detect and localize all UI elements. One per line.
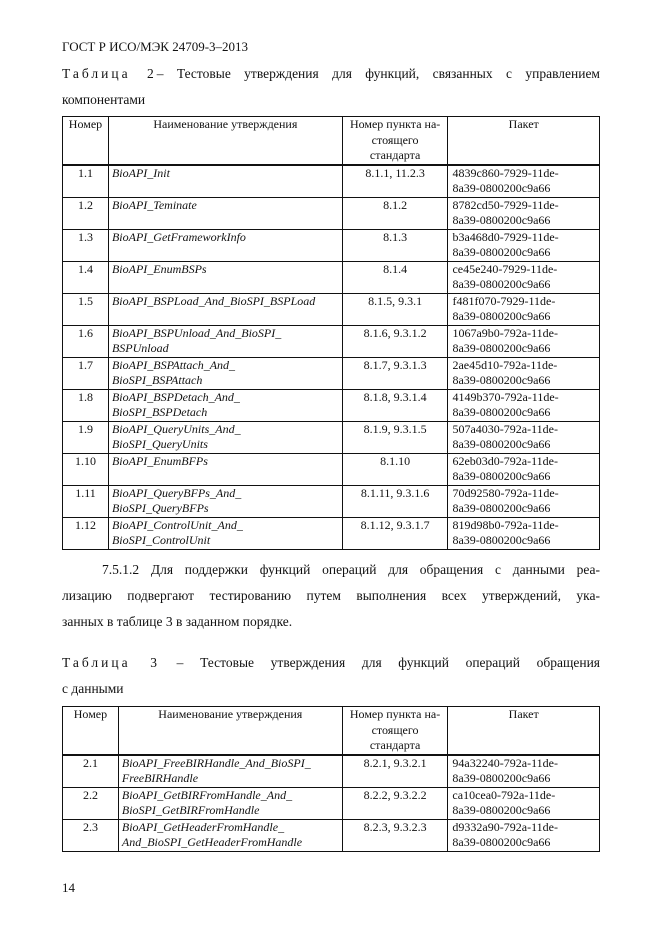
table-row: [63, 819, 600, 851]
assertion-name: [108, 165, 342, 198]
table2-caption-text: – Тестовые утверждения для функций, связанных с управлением: [156, 66, 600, 81]
assertion-name-line: BioAPI_Init: [111, 165, 170, 180]
packet-id-line: 8a39-0800200c9a66: [452, 309, 551, 323]
assertion-name-line: BioAPI_ControlUnit_And_: [111, 517, 243, 532]
assertion-name: [108, 517, 342, 549]
packet-id-line: b3a468d0-7929-11de-: [452, 229, 559, 244]
packet-id-line: 8a39-0800200c9a66: [452, 405, 551, 419]
table-row: [63, 325, 600, 357]
assertion-name-line: BioSPI_BSPAttach: [111, 373, 203, 387]
assertion-name-line: BioAPI_BSPUnload_And_BioSPI_: [111, 325, 282, 340]
table-row: [63, 755, 600, 788]
packet-id: [448, 755, 600, 788]
assertion-name: [108, 325, 342, 357]
packet-id-line: 8a39-0800200c9a66: [452, 341, 551, 355]
packet-id-line: 8a39-0800200c9a66: [452, 835, 551, 849]
packet-id-line: 70d92580-792a-11de-: [452, 485, 559, 500]
clause-number: 8.2.3, 9.3.2.3: [342, 819, 448, 851]
clause-number: 8.1.3: [342, 229, 448, 261]
col-header-clause: Номер пункта на-стоящего стандарта: [342, 707, 448, 755]
packet-id-line: ce45e240-7929-11de-: [452, 261, 558, 276]
row-number: 2.3: [63, 819, 119, 851]
table2-caption: [62, 61, 600, 113]
table-row: [63, 165, 600, 198]
paragraph-7-5-1-2: [62, 557, 600, 635]
packet-id-line: 8a39-0800200c9a66: [452, 437, 551, 451]
packet-id-line: 94a32240-792a-11de-: [452, 755, 558, 770]
row-number: 1.8: [63, 389, 109, 421]
assertion-name: [108, 485, 342, 517]
packet-id-line: 8782cd50-7929-11de-: [452, 197, 559, 212]
assertion-name: [108, 197, 342, 229]
assertion-name: [108, 421, 342, 453]
assertion-name: [118, 755, 342, 788]
table-row: [63, 357, 600, 389]
table3-caption: [62, 650, 600, 702]
col-header-name: Наименование утверждения: [118, 707, 342, 755]
assertion-name-line: BioSPI_ControlUnit: [111, 533, 211, 547]
packet-id: [448, 197, 600, 229]
packet-id: [448, 325, 600, 357]
clause-number: 8.1.12, 9.3.1.7: [342, 517, 448, 549]
clause-number: 8.1.2: [342, 197, 448, 229]
paragraph-line-1: 7.5.1.2 Для поддержки функций операций для обращения с данными реа-: [102, 562, 600, 577]
col-header-packet: Пакет: [448, 117, 600, 165]
row-number: 1.6: [63, 325, 109, 357]
packet-id-line: 4839c860-7929-11de-: [452, 165, 559, 180]
clause-number: 8.2.2, 9.3.2.2: [342, 787, 448, 819]
clause-number: 8.1.7, 9.3.1.3: [342, 357, 448, 389]
table3-header-row: [63, 707, 600, 755]
clause-number: 8.1.5, 9.3.1: [342, 293, 448, 325]
table-row: [63, 229, 600, 261]
row-number: 1.7: [63, 357, 109, 389]
packet-id: [448, 453, 600, 485]
packet-id: [448, 261, 600, 293]
packet-id-line: 8a39-0800200c9a66: [452, 501, 551, 515]
packet-id-line: 1067a9b0-792a-11de-: [452, 325, 558, 340]
packet-id-line: 8a39-0800200c9a66: [452, 245, 551, 259]
assertion-name-line: BioAPI_Teminate: [111, 197, 197, 212]
packet-id: [448, 165, 600, 198]
clause-number: 8.2.1, 9.3.2.1: [342, 755, 448, 788]
assertion-name-line: BioSPI_BSPDetach: [111, 405, 208, 419]
packet-id: [448, 357, 600, 389]
paragraph-line-3: занных в таблице 3 в заданном порядке.: [62, 614, 293, 629]
row-number: 1.12: [63, 517, 109, 549]
assertion-name-line: BioSPI_QueryBFPs: [111, 501, 209, 515]
table-row: [63, 787, 600, 819]
packet-id-line: d9332a90-792a-11de-: [452, 819, 558, 834]
row-number: 1.9: [63, 421, 109, 453]
assertion-name-line: BioAPI_BSPLoad_And_BioSPI_BSPLoad: [111, 293, 316, 308]
col-header-number: Номер: [63, 707, 119, 755]
table2-caption-line2: компонентами: [62, 92, 146, 107]
clause-number: 8.1.6, 9.3.1.2: [342, 325, 448, 357]
table2-header-row: [63, 117, 600, 165]
assertion-name: [108, 229, 342, 261]
table2-caption-lead: Таблица 2: [62, 66, 157, 81]
packet-id-line: 8a39-0800200c9a66: [452, 277, 551, 291]
assertion-name: [108, 261, 342, 293]
clause-number: 8.1.4: [342, 261, 448, 293]
table-row: [63, 421, 600, 453]
col-header-packet: Пакет: [448, 707, 600, 755]
page-number: 14: [62, 880, 75, 895]
packet-id-line: 2ae45d10-792a-11de-: [452, 357, 558, 372]
row-number: 2.1: [63, 755, 119, 788]
assertion-name-line: BioAPI_BSPAttach_And_: [111, 357, 236, 372]
packet-id-line: 8a39-0800200c9a66: [452, 213, 551, 227]
clause-number: 8.1.9, 9.3.1.5: [342, 421, 448, 453]
packet-id-line: 62eb03d0-792a-11de-: [452, 453, 558, 468]
assertion-name-line: BioSPI_GetBIRFromHandle: [121, 803, 260, 817]
row-number: 1.3: [63, 229, 109, 261]
packet-id-line: 8a39-0800200c9a66: [452, 803, 551, 817]
assertion-name: [108, 293, 342, 325]
row-number: 1.10: [63, 453, 109, 485]
assertion-name-line: BioAPI_BSPDetach_And_: [111, 389, 240, 404]
row-number: 1.2: [63, 197, 109, 229]
packet-id: [448, 293, 600, 325]
table3-caption-line2: с данными: [62, 681, 124, 696]
col-header-name: Наименование утверждения: [108, 117, 342, 165]
packet-id-line: 8a39-0800200c9a66: [452, 469, 551, 483]
packet-id: [448, 517, 600, 549]
assertion-name-line: BioAPI_FreeBIRHandle_And_BioSPI_: [121, 755, 311, 770]
assertion-name: [118, 787, 342, 819]
table-row: [63, 453, 600, 485]
assertion-name-line: BioAPI_QueryUnits_And_: [111, 421, 241, 436]
table-row: [63, 293, 600, 325]
assertion-name: [118, 819, 342, 851]
packet-id-line: 819d98b0-792a-11de-: [452, 517, 559, 532]
clause-number: 8.1.10: [342, 453, 448, 485]
packet-id-line: 8a39-0800200c9a66: [452, 373, 551, 387]
assertion-name: [108, 357, 342, 389]
table-row: [63, 197, 600, 229]
assertion-name-line: BioAPI_EnumBSPs: [111, 261, 207, 276]
assertion-name-line: BSPUnload: [111, 341, 169, 355]
row-number: 2.2: [63, 787, 119, 819]
table-row: [63, 261, 600, 293]
table-row: [63, 517, 600, 549]
packet-id: [448, 421, 600, 453]
table-row: [63, 389, 600, 421]
assertion-name-line: BioAPI_GetHeaderFromHandle_: [121, 819, 285, 834]
row-number: 1.1: [63, 165, 109, 198]
assertion-name-line: BioAPI_EnumBFPs: [111, 453, 208, 468]
packet-id-line: ca10cea0-792a-11de-: [452, 787, 556, 802]
assertion-name-line: FreeBIRHandle: [121, 771, 199, 785]
packet-id: [448, 229, 600, 261]
assertion-name-line: BioSPI_QueryUnits: [111, 437, 208, 451]
clause-number: 8.1.1, 11.2.3: [342, 165, 448, 198]
table3: [62, 706, 600, 852]
packet-id-line: 8a39-0800200c9a66: [452, 771, 551, 785]
clause-number: 8.1.8, 9.3.1.4: [342, 389, 448, 421]
packet-id-line: 8a39-0800200c9a66: [452, 181, 551, 195]
clause-number: 8.1.11, 9.3.1.6: [342, 485, 448, 517]
table3-caption-lead: Таблица 3: [62, 655, 161, 670]
row-number: 1.11: [63, 485, 109, 517]
packet-id-line: f481f070-7929-11de-: [452, 293, 556, 308]
packet-id: [448, 389, 600, 421]
table-row: [63, 485, 600, 517]
packet-id: [448, 819, 600, 851]
table2: [62, 116, 600, 550]
assertion-name-line: BioAPI_GetFrameworkInfo: [111, 229, 246, 244]
paragraph-line-2: лизацию подвергают тестированию путем выполнения всех утверждений, ука-: [62, 588, 600, 603]
assertion-name-line: BioAPI_GetBIRFromHandle_And_: [121, 787, 293, 802]
packet-id: [448, 787, 600, 819]
assertion-name-line: BioAPI_QueryBFPs_And_: [111, 485, 242, 500]
packet-id-line: 507a4030-792a-11de-: [452, 421, 558, 436]
document-header: ГОСТ Р ИСО/МЭК 24709-3–2013: [62, 39, 249, 54]
packet-id-line: 8a39-0800200c9a66: [452, 533, 551, 547]
table3-caption-text: – Тестовые утверждения для функций операций обращения: [176, 655, 601, 670]
row-number: 1.4: [63, 261, 109, 293]
col-header-number: Номер: [63, 117, 109, 165]
assertion-name: [108, 389, 342, 421]
col-header-clause: Номер пункта на-стоящего стандарта: [342, 117, 448, 165]
assertion-name-line: And_BioSPI_GetHeaderFromHandle: [121, 835, 303, 849]
assertion-name: [108, 453, 342, 485]
packet-id-line: 4149b370-792a-11de-: [452, 389, 559, 404]
row-number: 1.5: [63, 293, 109, 325]
packet-id: [448, 485, 600, 517]
